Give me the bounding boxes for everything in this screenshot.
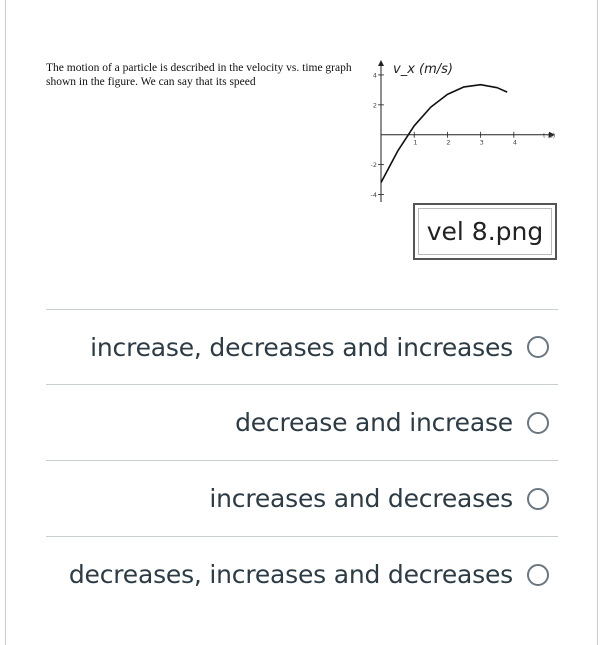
question-text: The motion of a particle is described in the velocity vs. time graph shown in the figure. We can say that its speed: [46, 62, 352, 88]
y-tick-label: 4: [372, 71, 377, 80]
y-tick-label: -2: [370, 161, 377, 170]
answer-option-3[interactable]: [46, 460, 558, 536]
image-caption: vel 8.png: [418, 208, 552, 255]
answer-label: increase, decreases and increases: [90, 332, 513, 362]
answer-label: increases and decreases: [209, 484, 513, 513]
x-tick-label: 4: [512, 138, 517, 147]
x-tick-label: 2: [446, 138, 451, 147]
x-tick-label: 3: [479, 138, 484, 147]
radio-button[interactable]: [527, 412, 549, 434]
radio-button[interactable]: [527, 336, 549, 358]
radio-button[interactable]: [527, 564, 549, 586]
radio-button[interactable]: [527, 488, 549, 510]
image-caption-box: [413, 203, 557, 260]
x-axis-label: t (s): [543, 132, 556, 140]
y-tick-label: 2: [372, 101, 377, 110]
y-axis-arrow: [378, 60, 384, 66]
velocity-curve: [381, 85, 507, 183]
x-tick-label: 1: [413, 138, 418, 147]
answer-option-4[interactable]: [46, 536, 558, 612]
answer-label: decreases, increases and decreases: [68, 560, 513, 589]
answer-option-1[interactable]: [46, 309, 558, 384]
answer-list: [46, 309, 558, 612]
y-tick-label: -4: [370, 191, 377, 200]
velocity-time-graph: [362, 52, 567, 207]
answer-label: decrease and increase: [235, 408, 513, 437]
answer-option-2[interactable]: [46, 384, 558, 460]
y-axis-label: v_x (m/s): [393, 62, 453, 77]
